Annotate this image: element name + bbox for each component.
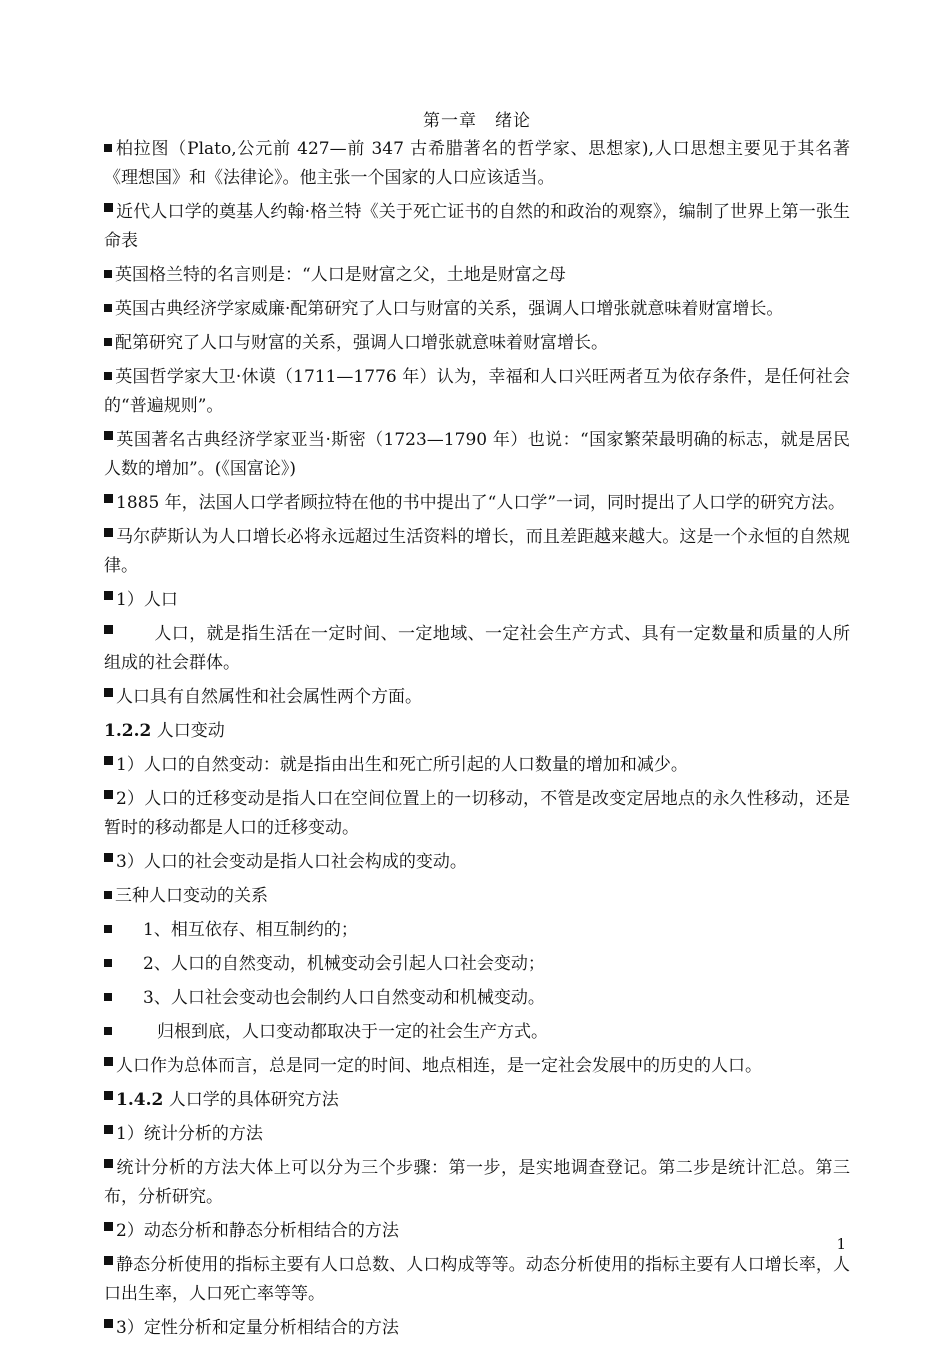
paragraph: 3）人口的社会变动是指人口社会构成的变动。 [104, 848, 850, 877]
bullet-icon [104, 1256, 113, 1265]
paragraph: 2）动态分析和静态分析相结合的方法 [104, 1217, 850, 1246]
bullet-icon [104, 853, 113, 862]
bullet-icon [104, 1091, 113, 1100]
bullet-icon [104, 528, 113, 537]
paragraph: 人口，就是指生活在一定时间、一定地域、一定社会生产方式、具有一定数量和质量的人所组成的社会群体。 [104, 624, 850, 673]
document-body [104, 106, 850, 1348]
paragraph: 英国著名古典经济学家亚当·斯密（1723—1790 年）也说：“国家繁荣最明确的标志，就是居民人数的增加”。(《国富论》) [104, 430, 850, 479]
paragraph: 静态分析使用的指标主要有人口总数、人口构成等等。动态分析使用的指标主要有人口增长率，人口出生率，人口死亡率等等。 [104, 1255, 850, 1304]
bullet-icon [104, 925, 112, 933]
paragraph: 马尔萨斯认为人口增长必将永远超过生活资料的增长，而且差距越来越大。这是一个永恒的自然规律。 [104, 527, 850, 576]
bullet-icon [104, 591, 113, 600]
paragraph: 1885 年，法国人口学者顾拉特在他的书中提出了“人口学”一词，同时提出了人口学的研究方法。 [104, 489, 850, 518]
bullet-icon [104, 1159, 113, 1168]
bullet-icon [104, 756, 113, 765]
bullet-icon [104, 1222, 113, 1231]
bullet-icon [104, 790, 113, 799]
bullet-icon [104, 1125, 113, 1134]
bullet-icon [104, 891, 112, 899]
bullet-icon [104, 993, 112, 1001]
bullet-icon [104, 1057, 113, 1066]
paragraph: 1）人口的自然变动：就是指由出生和死亡所引起的人口数量的增加和减少。 [104, 751, 850, 780]
paragraph: 英国格兰特的名言则是：“人口是财富之父，土地是财富之母 [104, 261, 850, 290]
bullet-icon [104, 338, 112, 346]
bullet-icon [104, 1027, 112, 1035]
chapter-title: 第一章 绪论 [423, 111, 531, 131]
paragraph: 柏拉图（Plato,公元前 427—前 347 古希腊著名的哲学家、思想家),人口思想主要见于其名著《理想国》和《法律论》。他主张一个国家的人口应该适当。 [104, 139, 850, 188]
paragraph: 人口具有自然属性和社会属性两个方面。 [104, 683, 850, 712]
paragraph: 1）统计分析的方法 [104, 1120, 850, 1149]
bullet-icon [104, 688, 113, 697]
list-item: 1、相互依存、相互制约的； [104, 916, 850, 945]
paragraph: 1）人口 [104, 586, 850, 615]
page-number: 1 [836, 1235, 846, 1253]
bullet-icon [104, 1319, 113, 1328]
paragraph: 3）定性分析和定量分析相结合的方法 [104, 1314, 850, 1343]
bullet-icon [104, 431, 113, 440]
paragraph: 英国古典经济学家威廉·配第研究了人口与财富的关系，强调人口增张就意味着财富增长。 [104, 295, 850, 324]
bullet-icon [104, 144, 112, 152]
paragraph: 2）人口的迁移变动是指人口在空间位置上的一切移动，不管是改变定居地点的永久性移动，还是暂时的移动都是人口的迁移变动。 [104, 789, 850, 838]
paragraph: 统计分析的方法大体上可以分为三个步骤：第一步，是实地调查登记。第二步是统计汇总。第三布，分析研究。 [104, 1158, 850, 1207]
paragraph: 人口作为总体而言，总是同一定的时间、地点相连，是一定社会发展中的历史的人口。 [104, 1052, 850, 1081]
paragraph: 近代人口学的奠基人约翰·格兰特《关于死亡证书的自然的和政治的观察》，编制了世界上第一张生命表 [104, 202, 850, 251]
list-item: 2、人口的自然变动，机械变动会引起人口社会变动； [104, 950, 850, 979]
paragraph: 配第研究了人口与财富的关系，强调人口增张就意味着财富增长。 [104, 329, 850, 358]
bullet-icon [104, 304, 112, 312]
section-heading-1-2-2: 1.2.2 人口变动 [104, 721, 225, 741]
bullet-icon [104, 625, 113, 634]
paragraph: 三种人口变动的关系 [104, 882, 850, 911]
bullet-icon [104, 494, 113, 503]
bullet-icon [104, 372, 112, 380]
list-item: 3、人口社会变动也会制约人口自然变动和机械变动。 [104, 984, 850, 1013]
list-item: 归根到底，人口变动都取决于一定的社会生产方式。 [104, 1018, 850, 1047]
section-heading-1-4-2: 1.4.2 人口学的具体研究方法 [104, 1086, 850, 1115]
bullet-icon [104, 203, 113, 212]
bullet-icon [104, 959, 112, 967]
paragraph: 英国哲学家大卫·休谟（1711—1776 年）认为，幸福和人口兴旺两者互为依存条件，是任何社会的“普遍规则”。 [104, 367, 850, 416]
bullet-icon [104, 270, 112, 278]
